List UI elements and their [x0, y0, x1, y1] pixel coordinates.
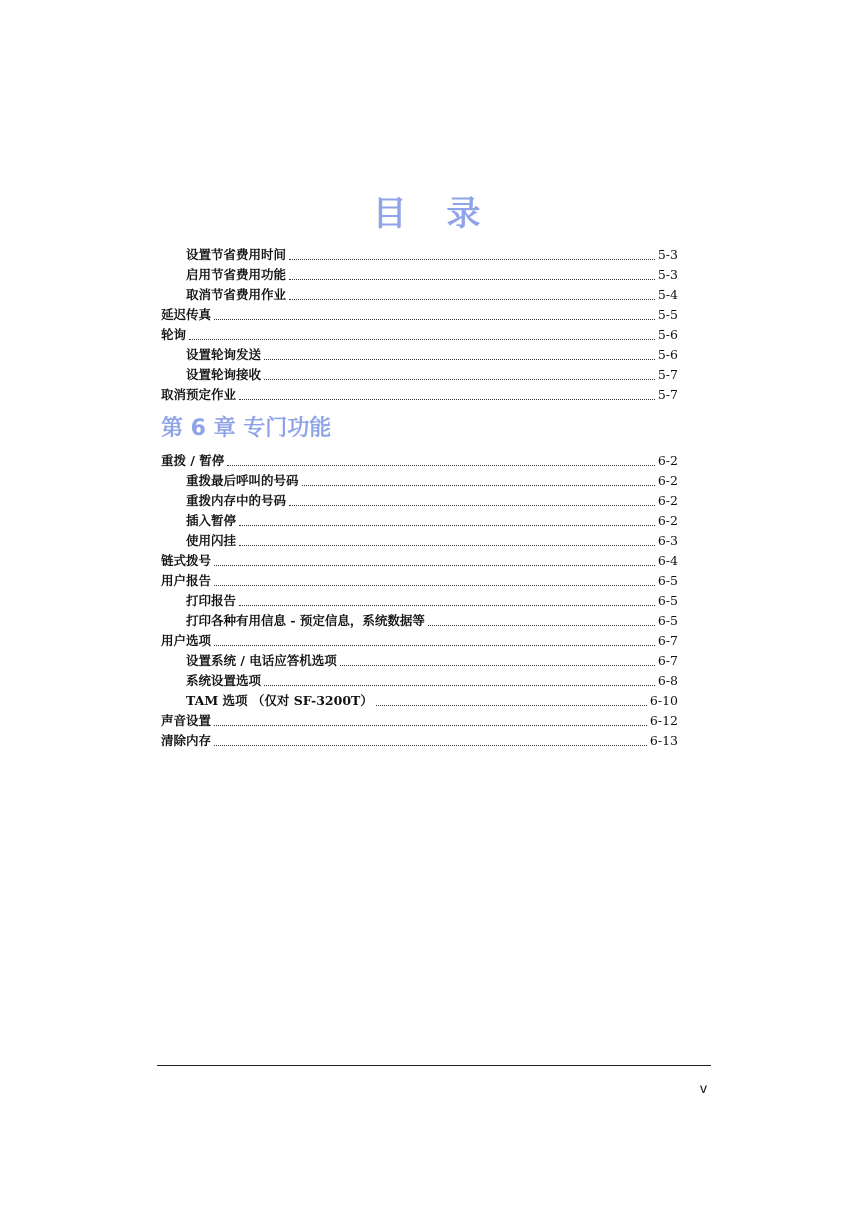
dot-leader — [289, 504, 655, 506]
dot-leader — [428, 624, 655, 626]
toc-entry-label: 重拨内存中的号码 — [186, 493, 287, 508]
toc-entry[interactable] — [161, 711, 678, 731]
footer-page-number: v — [700, 1080, 707, 1096]
dot-leader — [239, 524, 655, 526]
toc-entry[interactable] — [161, 691, 678, 711]
toc-entry[interactable] — [161, 551, 678, 571]
toc-entry-page: 6-8 — [657, 673, 678, 688]
toc-entry-page: 5-6 — [657, 327, 678, 342]
dot-leader — [289, 258, 655, 260]
toc-entry-page: 6-4 — [657, 553, 678, 568]
toc-entry[interactable] — [161, 345, 678, 365]
toc-entry[interactable] — [161, 651, 678, 671]
toc-entry-label: 取消节省费用作业 — [186, 287, 287, 302]
toc-entry-page: 5-6 — [657, 347, 678, 362]
toc-entry[interactable] — [161, 611, 678, 631]
toc-entry-page: 5-7 — [657, 367, 678, 382]
toc-entry-page: 6-5 — [657, 573, 678, 588]
toc-entry-label: 声音设置 — [161, 713, 212, 728]
dot-leader — [214, 564, 655, 566]
toc-entry-page: 5-4 — [657, 287, 678, 302]
chapter-6-heading[interactable]: 第 6 章 专门功能 — [161, 415, 332, 441]
toc-entry-label: 轮询 — [161, 327, 187, 342]
dot-leader — [214, 724, 647, 726]
page-title: 目 录 — [372, 194, 495, 234]
toc-entry-label: 系统设置选项 — [186, 673, 262, 688]
toc-entry[interactable] — [161, 731, 678, 751]
toc-entry[interactable] — [161, 571, 678, 591]
toc-entry[interactable] — [161, 451, 678, 471]
toc-entry[interactable] — [161, 245, 678, 265]
toc-entry-label: 用户选项 — [161, 633, 212, 648]
toc-entry-page: 6-12 — [649, 713, 678, 728]
toc-entry-label: 打印各种有用信息 - 预定信息，系统数据等 — [186, 613, 425, 628]
toc-entry-label: 设置轮询发送 — [186, 347, 262, 362]
toc-entry-label: 清除内存 — [161, 733, 212, 748]
dot-leader — [214, 644, 655, 646]
toc-entry-label: 设置系统 / 电话应答机选项 — [186, 653, 337, 668]
dot-leader — [264, 378, 655, 380]
toc-entry-page: 6-2 — [657, 453, 678, 468]
toc-entry-label: 打印报告 — [186, 593, 237, 608]
toc-entry-page: 6-5 — [657, 593, 678, 608]
dot-leader — [289, 298, 655, 300]
dot-leader — [189, 338, 655, 340]
toc-entry-label: 用户报告 — [161, 573, 212, 588]
toc-entry-page: 6-2 — [657, 493, 678, 508]
toc-entry-page: 6-2 — [657, 513, 678, 528]
toc-entry-page: 6-2 — [657, 473, 678, 488]
toc-entry-label: 启用节省费用功能 — [186, 267, 287, 282]
toc-entry-page: 6-3 — [657, 533, 678, 548]
dot-leader — [214, 318, 655, 320]
toc-entry-label: 设置节省费用时间 — [186, 247, 287, 262]
toc-entry-label: TAM 选项 （仅对 SF-3200T） — [186, 693, 373, 708]
toc-entry[interactable] — [161, 591, 678, 611]
toc-entry-label: 重拨最后呼叫的号码 — [186, 473, 299, 488]
dot-leader — [239, 398, 655, 400]
toc-entry[interactable] — [161, 631, 678, 651]
dot-leader — [376, 704, 647, 706]
toc-entry-page: 6-7 — [657, 653, 678, 668]
dot-leader — [289, 278, 655, 280]
toc-entry-page: 5-3 — [657, 267, 678, 282]
toc-section-chapter6 — [161, 451, 678, 751]
toc-entry-label: 取消预定作业 — [161, 387, 237, 402]
dot-leader — [214, 584, 655, 586]
toc-entry[interactable] — [161, 491, 678, 511]
toc-entry-page: 5-5 — [657, 307, 678, 322]
toc-entry-page: 6-5 — [657, 613, 678, 628]
toc-entry[interactable] — [161, 471, 678, 491]
footer-divider — [157, 1065, 711, 1066]
toc-entry-label: 使用闪挂 — [186, 533, 237, 548]
toc-entry[interactable] — [161, 671, 678, 691]
toc-section-chapter5 — [161, 245, 678, 405]
toc-entry[interactable] — [161, 265, 678, 285]
toc-entry-page: 6-10 — [649, 693, 678, 708]
dot-leader — [302, 484, 655, 486]
toc-entry-label: 链式拨号 — [161, 553, 212, 568]
chapter-heading-block — [161, 405, 678, 447]
toc-entry-label: 延迟传真 — [161, 307, 212, 322]
dot-leader — [239, 544, 655, 546]
toc-entry[interactable] — [161, 531, 678, 551]
toc-entry-label: 设置轮询接收 — [186, 367, 262, 382]
dot-leader — [239, 604, 655, 606]
dot-leader — [264, 684, 655, 686]
toc-entry[interactable] — [161, 365, 678, 385]
dot-leader — [227, 464, 655, 466]
toc-entry[interactable] — [161, 385, 678, 405]
toc-entry[interactable] — [161, 325, 678, 345]
toc-entry-label: 插入暂停 — [186, 513, 237, 528]
toc-entry[interactable] — [161, 511, 678, 531]
toc-entry[interactable] — [161, 305, 678, 325]
toc-entry[interactable] — [161, 285, 678, 305]
toc-entry-label: 重拨 / 暂停 — [161, 453, 225, 468]
dot-leader — [214, 744, 647, 746]
toc-entry-page: 5-7 — [657, 387, 678, 402]
dot-leader — [264, 358, 655, 360]
toc-entry-page: 5-3 — [657, 247, 678, 262]
toc-entry-page: 6-7 — [657, 633, 678, 648]
dot-leader — [340, 664, 655, 666]
toc-entry-page: 6-13 — [649, 733, 678, 748]
